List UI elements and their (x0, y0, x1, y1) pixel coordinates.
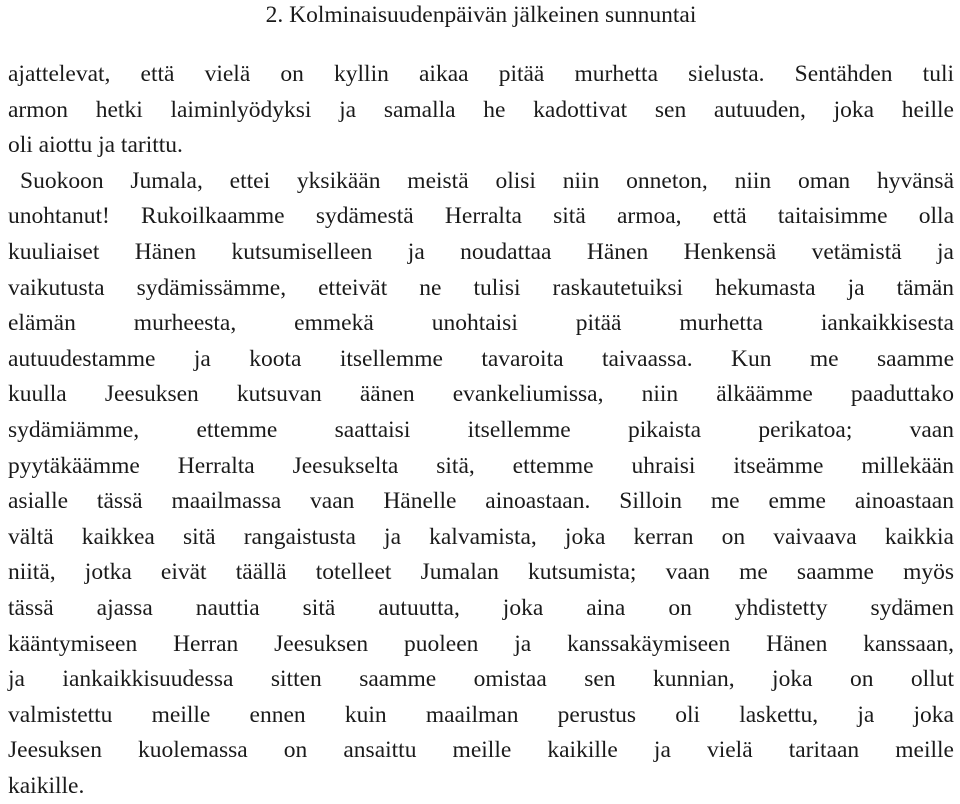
text-line: vältä kaikkea sitä rangaistusta ja kalvamista, joka kerran on vaivaava kaikkia (8, 523, 954, 550)
text-line: kuulla Jeesuksen kutsuvan äänen evankeliumissa, niin älkäämme paaduttako (8, 381, 954, 408)
text-line: asialle tässä maailmassa vaan Hänelle ainoastaan. Silloin me emme ainoastaan (8, 488, 954, 515)
text-line: ajattelevat, että vielä on kyllin aikaa pitää murhetta sielusta. Sentähden tuli (8, 61, 954, 87)
document-page (8, 0, 954, 804)
text-line: tässä ajassa nauttia sitä autuutta, joka aina on yhdistetty sydämen (8, 594, 954, 621)
text-line: autuudestamme ja koota itsellemme tavaroita taivaassa. Kun me saamme (8, 345, 954, 372)
text-line: armon hetki laiminlyödyksi ja samalla he kadottivat sen autuuden, joka heille (8, 96, 954, 123)
text-line: kuuliaiset Hänen kutsumiselleen ja noudattaa Hänen Henkensä vetämistä ja (8, 238, 954, 265)
text-line: oli aiottu ja tarittu. (8, 132, 183, 159)
text-line: Suokoon Jumala, ettei yksikään meistä olisi niin onneton, niin oman hyvänsä (20, 167, 954, 194)
body-text (8, 57, 954, 804)
text-line: niitä, jotka eivät täällä totelleet Jumalan kutsumista; vaan me saamme myös (8, 559, 954, 586)
text-line: Jeesuksen kuolemassa on ansaittu meille kaikille ja vielä taritaan meille (8, 737, 954, 764)
text-line: pyytäkäämme Herralta Jeesukselta sitä, ettemme uhraisi itseämme millekään (8, 452, 954, 479)
text-line: kääntymiseen Herran Jeesuksen puoleen ja kanssakäymiseen Hänen kanssaan, (8, 630, 954, 657)
text-line: elämän murheesta, emmekä unohtaisi pitää murhetta iankaikkisesta (8, 310, 954, 337)
text-line: valmistettu meille ennen kuin maailman perustus oli laskettu, ja joka (8, 701, 954, 728)
text-line: vaikutusta sydämissämme, etteivät ne tulisi raskautetuiksi hekumasta ja tämän (8, 274, 954, 301)
text-line: ja iankaikkisuudessa sitten saamme omistaa sen kunnian, joka on ollut (8, 666, 954, 693)
text-line: kaikille. (8, 772, 85, 799)
page-title: 2. Kolminaisuudenpäivän jälkeinen sunnuntai (265, 2, 697, 28)
text-line: unohtanut! Rukoilkaamme sydämestä Herralta sitä armoa, että taitaisimme olla (8, 203, 954, 230)
text-line: sydämiämme, ettemme saattaisi itsellemme pikaista perikatoa; vaan (8, 416, 954, 443)
